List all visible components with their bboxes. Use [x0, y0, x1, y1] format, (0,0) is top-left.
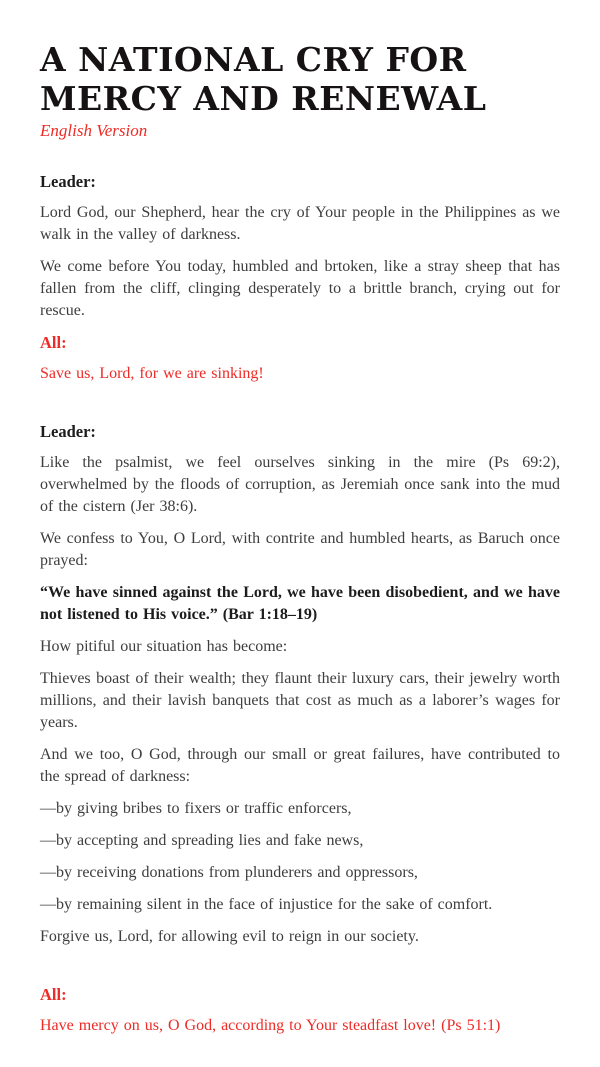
- title-line-2: MERCY AND RENEWAL: [40, 79, 487, 118]
- title-line-1: A NATIONAL CRY FOR: [40, 40, 467, 79]
- speaker-label-leader: Leader:: [40, 172, 96, 191]
- paragraph: Like the psalmist, we feel ourselves sinking in the mire (Ps 69:2), overwhelmed by the floods of corruption, as Jeremiah once sank into the mud of the cistern (Jer 38:6).: [40, 454, 560, 515]
- litany-line: —by giving bribes to fixers or traffic enforcers,: [40, 800, 352, 817]
- speaker-label-leader: Leader:: [40, 422, 96, 441]
- paragraph: Thieves boast of their wealth; they flaunt their luxury cars, their jewelry worth millions, and their lavish banquets that cost as much as a laborer’s wages for years.: [40, 670, 560, 731]
- paragraph: We confess to You, O Lord, with contrite and humbled hearts, as Baruch once prayed:: [40, 530, 560, 569]
- section-all-1: [40, 332, 560, 385]
- litany-line: —by accepting and spreading lies and fake news,: [40, 832, 364, 849]
- paragraph: And we too, O God, through our small or great failures, have contributed to the spread of darkness:: [40, 746, 560, 785]
- response-line: Have mercy on us, O God, according to Your steadfast love! (Ps 51:1): [40, 1017, 501, 1034]
- paragraph: We come before You today, humbled and brtoken, like a stray sheep that has fallen from the cliff, clinging desperately to a brittle branch, crying out for rescue.: [40, 258, 560, 319]
- litany-line: —by receiving donations from plunderers and oppressors,: [40, 864, 418, 881]
- section-all-2: [40, 984, 560, 1037]
- speaker-label-all: All:: [40, 333, 67, 352]
- paragraph: Forgive us, Lord, for allowing evil to reign in our society.: [40, 928, 419, 945]
- response-line: Save us, Lord, for we are sinking!: [40, 365, 264, 382]
- litany-line: —by remaining silent in the face of injustice for the sake of comfort.: [40, 896, 493, 913]
- section-leader-1: [40, 171, 560, 322]
- speaker-label-all: All:: [40, 985, 67, 1004]
- bold-scripture-quote: “We have sinned against the Lord, we have been disobedient, and we have not listened to His voice.” (Bar 1:18–19): [40, 584, 560, 623]
- section-leader-2: [40, 421, 560, 948]
- paragraph: How pitiful our situation has become:: [40, 638, 288, 655]
- document-subtitle: English Version: [40, 121, 148, 140]
- paragraph: Lord God, our Shepherd, hear the cry of Your people in the Philippines as we walk in the valley of darkness.: [40, 204, 560, 243]
- document-title: [40, 40, 560, 118]
